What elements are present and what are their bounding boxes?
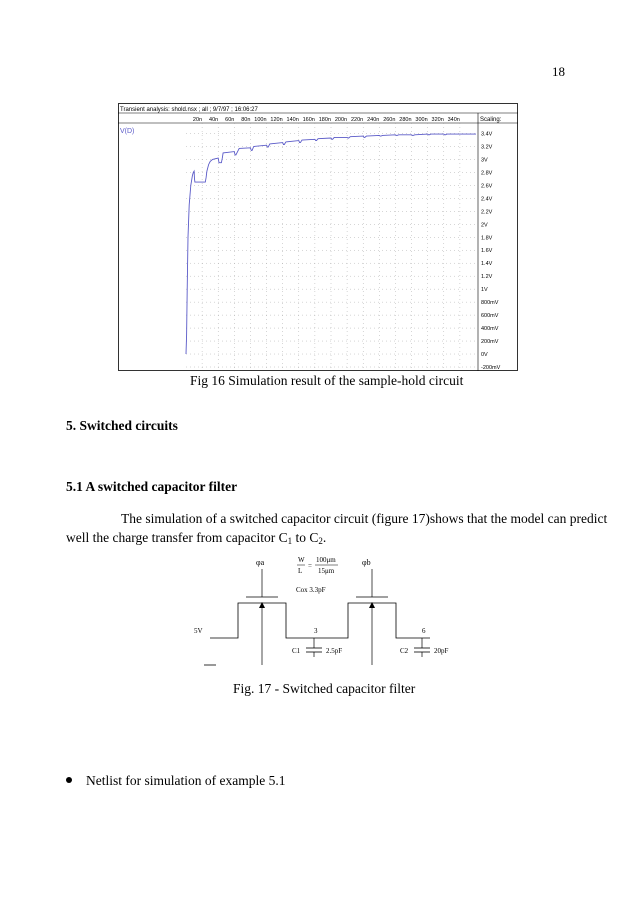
node6-label: 6 [422, 627, 426, 635]
y-tick-label: 1V [481, 287, 488, 294]
y-tick-label: 2V [481, 222, 488, 229]
y-tick-label: -200mV [481, 365, 501, 371]
y-tick-label: 1.8V [481, 235, 493, 242]
x-tick-labels [193, 117, 460, 123]
fig17-caption: Fig. 17 - Switched capacitor filter [233, 681, 416, 696]
w-value: 100μm [316, 556, 336, 564]
chart-scaling-label: Scaling: [480, 117, 502, 123]
x-tick-label: 340n [447, 117, 460, 123]
x-tick-label: 280n [399, 117, 412, 123]
section-heading-5: 5. Switched circuits [66, 418, 178, 433]
page-number: 18 [552, 64, 565, 79]
y-tick-label: 800mV [481, 300, 499, 307]
node3-label: 3 [314, 627, 318, 635]
x-tick-label: 200n [334, 117, 348, 123]
x-tick-label: 140n [286, 117, 299, 123]
l-label: L [298, 567, 303, 575]
trace-label: V(D) [120, 128, 135, 135]
c2-value: 20pF [434, 647, 449, 655]
switched-capacitor-circuit [180, 545, 470, 675]
x-tick-label: 40n [209, 117, 219, 123]
y-tick-label: 1.6V [481, 248, 493, 255]
x-tick-label: 240n [367, 117, 380, 123]
chart-frame [119, 104, 518, 371]
y-tick-label: 1.4V [481, 261, 493, 268]
y-tick-label: 2.2V [481, 209, 493, 216]
x-tick-label: 120n [270, 117, 283, 123]
y-tick-label: 0V [481, 352, 488, 359]
y-tick-label: 1.2V [481, 274, 493, 281]
y-tick-label: 3.2V [481, 144, 493, 151]
y-tick-label: 400mV [481, 326, 499, 333]
y-tick-label: 600mV [481, 313, 499, 320]
x-tick-label: 300n [415, 117, 428, 123]
x-tick-label: 100n [254, 117, 267, 123]
cox-label: Cox 3.3pF [296, 586, 326, 594]
phi-a-label: φa [256, 558, 265, 567]
y-tick-label: 2.8V [481, 170, 493, 177]
c2-label: C2 [400, 647, 409, 655]
bullet-text: Netlist for simulation of example 5.1 [86, 773, 286, 788]
netlist-bullet-item [66, 773, 285, 789]
c1-value: 2.5pF [326, 647, 343, 655]
y-tick-label: 2.4V [481, 196, 493, 203]
x-tick-label: 260n [383, 117, 396, 123]
y-tick-label: 3.4V [481, 131, 493, 138]
l-value: 15μm [318, 567, 335, 575]
x-tick-label: 60n [225, 117, 235, 123]
x-tick-label: 20n [192, 117, 203, 123]
y-tick-label: 200mV [481, 339, 499, 346]
chart-header-title: Transient analysis: shold.nsx ; all ; 9/7/97 ; 16:06:27 [120, 107, 258, 113]
y-tick-label: 2.6V [481, 183, 493, 190]
y-tick-label: 3V [481, 157, 488, 164]
w-label: W [298, 556, 305, 564]
equals-sign: = [308, 562, 312, 570]
x-tick-label: 160n [302, 117, 315, 123]
x-tick-label: 80n [241, 117, 251, 123]
x-tick-label: 220n [350, 117, 364, 123]
bullet-dot [66, 777, 72, 783]
x-tick-label: 180n [318, 117, 331, 123]
paragraph-line-2: well the charge transfer from capacitor $C_1$ to $C_2$. [66, 530, 327, 546]
source-label: 5V [194, 627, 203, 635]
paragraph-line-1: The simulation of a switched capacitor circuit (figure 17)shows that the model can predict [121, 511, 608, 526]
fig16-caption: Fig 16 Simulation result of the sample-hold circuit [190, 373, 464, 388]
circuit-wire [210, 603, 430, 638]
x-tick-label: 320n [431, 117, 444, 123]
transient-analysis-chart [118, 103, 518, 371]
phi-b-label: φb [362, 558, 371, 567]
c1-label: C1 [292, 647, 301, 655]
section-heading-5-1: 5.1 A switched capacitor filter [66, 479, 238, 494]
